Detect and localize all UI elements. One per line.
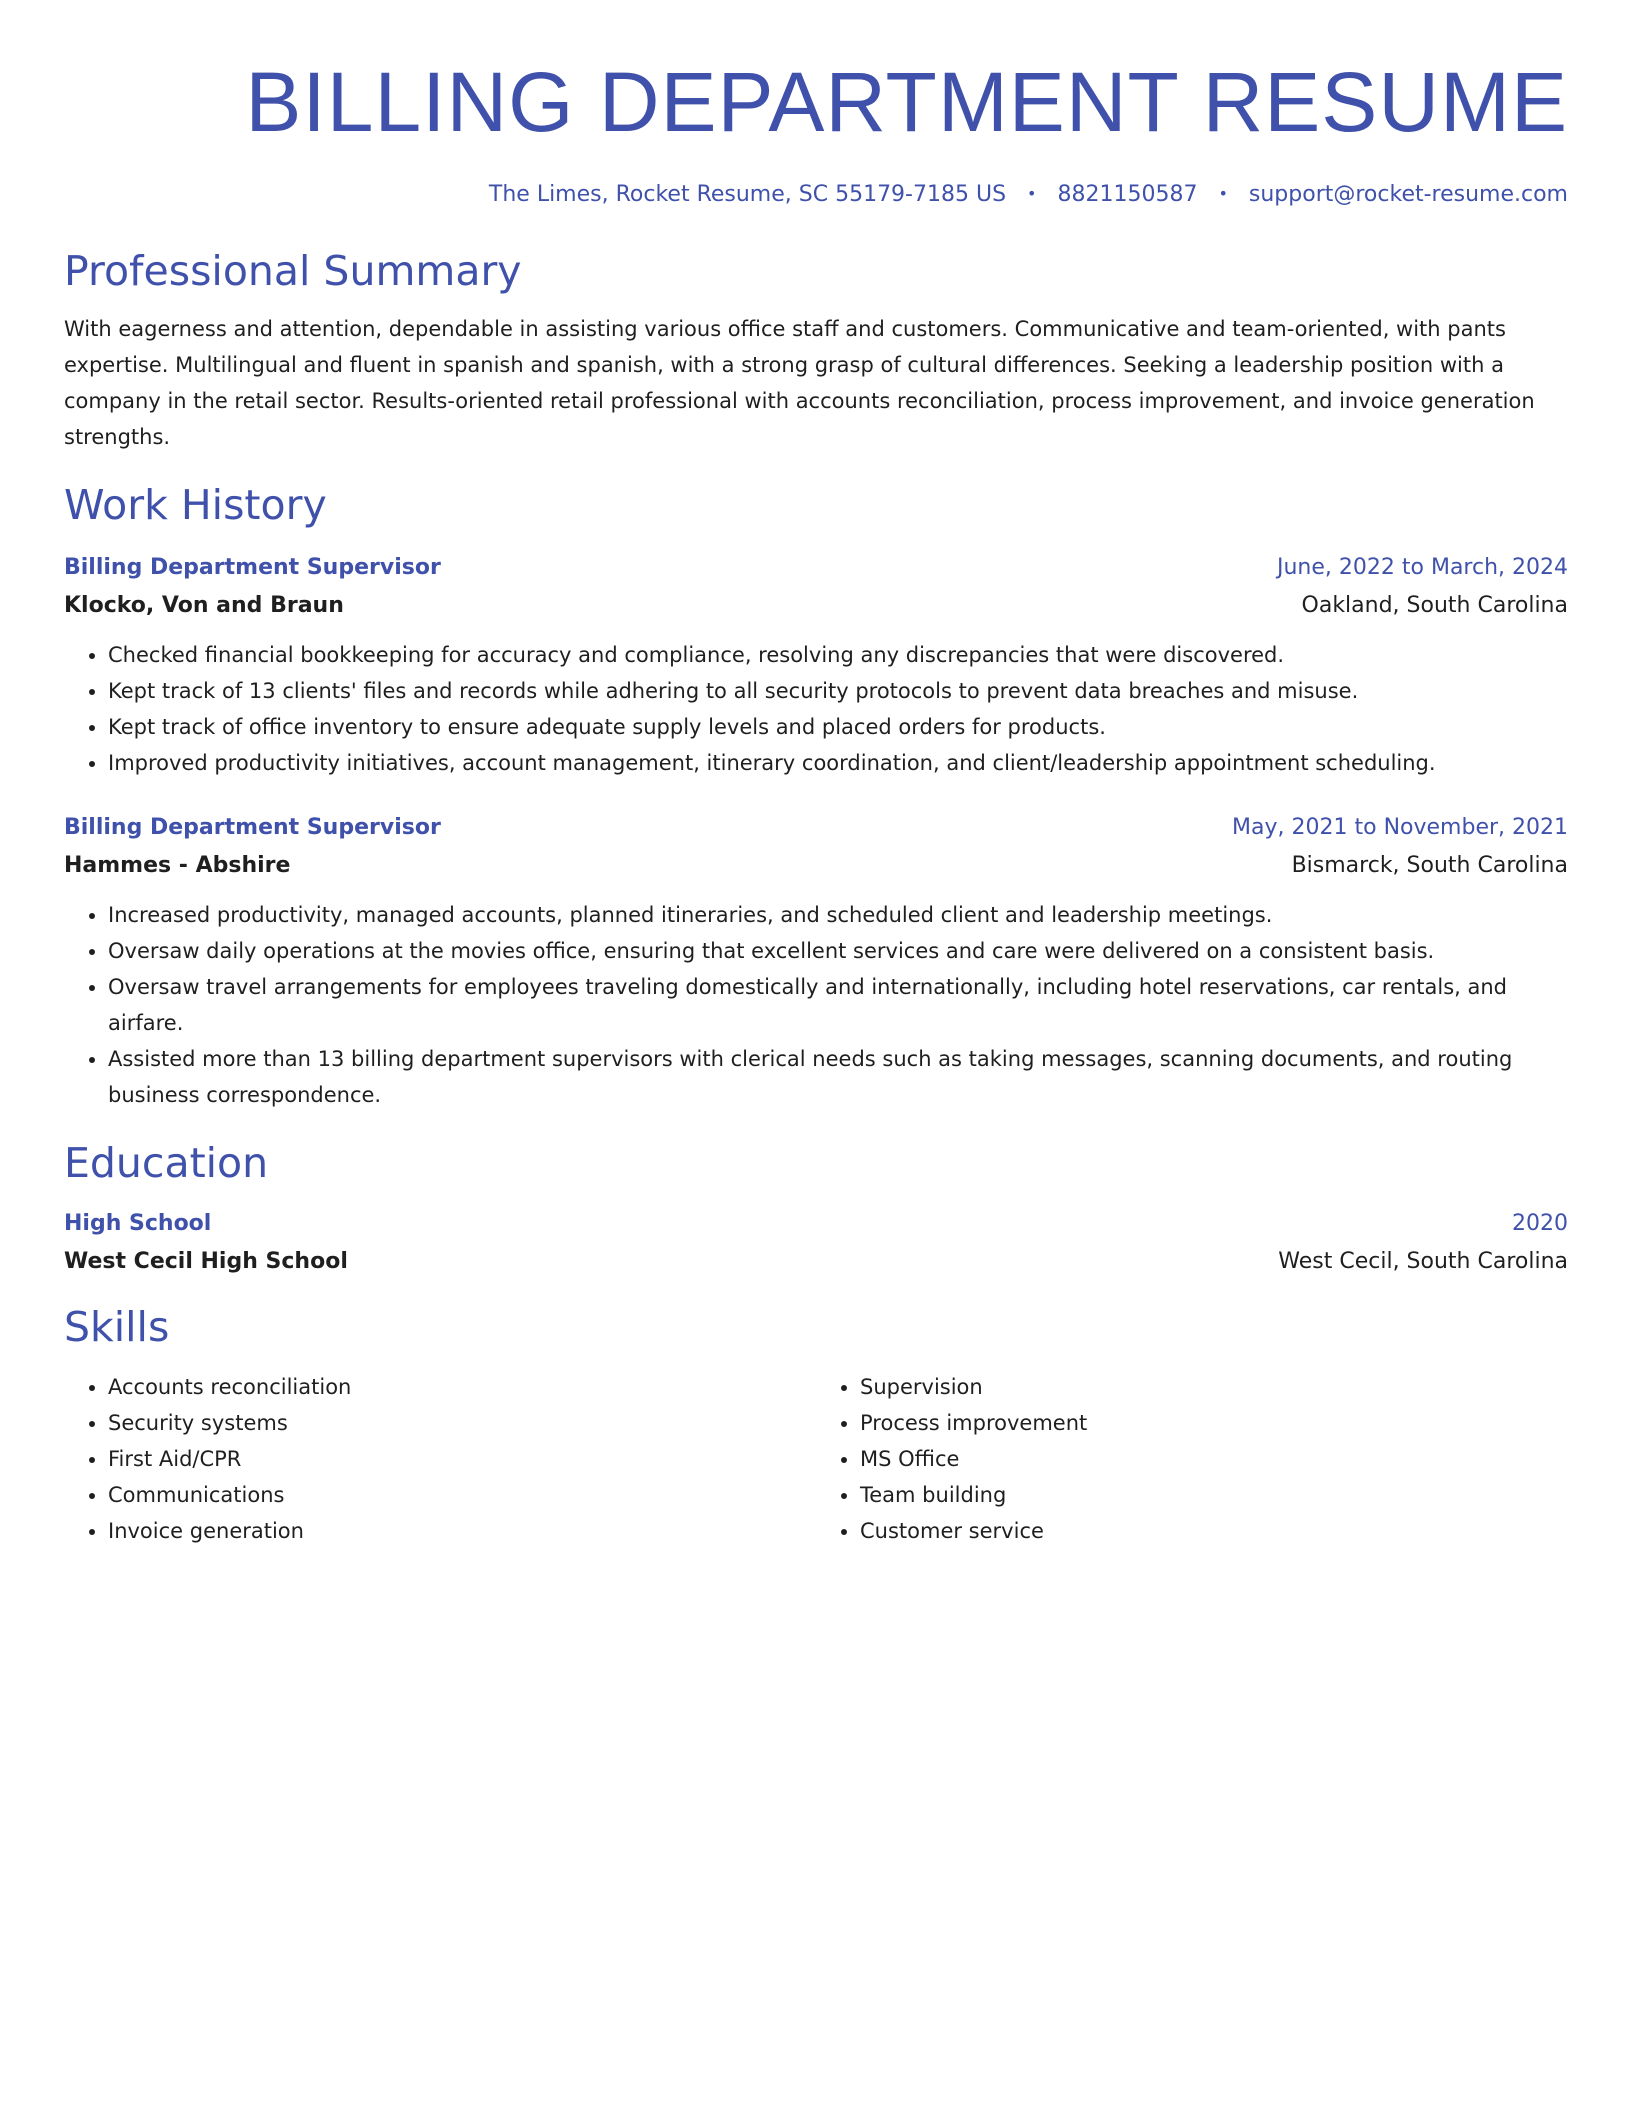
list-item: • Customer service bbox=[860, 1513, 1568, 1549]
job-entry bbox=[64, 549, 1568, 781]
summary-text: With eagerness and attention, dependable in assisting various office staff and customers. Communicative and team-oriented, with pants expertise. Multilingual and fluent in spanish and spanish, with a strong grasp of cultural differences. Seeking a leadership position with a company in the retail sector. Results-oriented retail professional with accounts reconciliation, process improvement, and invoice generation strengths. bbox=[64, 317, 1535, 449]
job-company-row bbox=[64, 847, 1568, 885]
education-heading: Education bbox=[64, 1139, 269, 1187]
list-item: • Communications bbox=[108, 1477, 816, 1513]
list-item: • Checked financial bookkeeping for accuracy and compliance, resolving any discrepancies that were discovered. bbox=[108, 637, 1568, 673]
contact-phone: 8821150587 bbox=[1057, 182, 1198, 207]
job-bullets bbox=[64, 637, 1568, 781]
job-company: Klocko, Von and Braun bbox=[64, 593, 344, 618]
job-bullets bbox=[64, 897, 1568, 1113]
list-item: • Supervision bbox=[860, 1369, 1568, 1405]
job-dates: May, 2021 to November, 2021 bbox=[1232, 815, 1568, 840]
resume-header bbox=[64, 52, 1568, 211]
resume-title: BILLING DEPARTMENT RESUME bbox=[245, 55, 1568, 149]
education-school-row bbox=[64, 1243, 1568, 1281]
job-location: Bismarck, South Carolina bbox=[1291, 853, 1568, 878]
skills-columns bbox=[64, 1355, 1568, 1549]
list-item: • Kept track of 13 clients' files and records while adhering to all security protocols to prevent data breaches and misuse. bbox=[108, 673, 1568, 709]
skills-list-right bbox=[816, 1369, 1568, 1549]
education-location: West Cecil, South Carolina bbox=[1278, 1249, 1568, 1274]
contact-separator: • bbox=[1027, 184, 1037, 203]
job-title-row bbox=[64, 549, 1568, 587]
skills-list-left bbox=[64, 1369, 816, 1549]
job-title: Billing Department Supervisor bbox=[64, 815, 441, 840]
education-school: West Cecil High School bbox=[64, 1249, 348, 1274]
education-degree: High School bbox=[64, 1211, 212, 1236]
list-item: • Kept track of office inventory to ensure adequate supply levels and placed orders for products. bbox=[108, 709, 1568, 745]
work-history-heading: Work History bbox=[64, 481, 327, 529]
job-title: Billing Department Supervisor bbox=[64, 555, 441, 580]
list-item: • Assisted more than 13 billing department supervisors with clerical needs such as taking messages, scanning documents, and routing business correspondence. bbox=[108, 1041, 1568, 1113]
list-item: • MS Office bbox=[860, 1441, 1568, 1477]
list-item: • Accounts reconciliation bbox=[108, 1369, 816, 1405]
list-item: • Increased productivity, managed accounts, planned itineraries, and scheduled client and leadership meetings. bbox=[108, 897, 1568, 933]
list-item: • Oversaw travel arrangements for employees traveling domestically and internationally, including hotel reservations, car rentals, and airfare. bbox=[108, 969, 1568, 1041]
contact-email: support@rocket-resume.com bbox=[1248, 182, 1568, 207]
job-location: Oakland, South Carolina bbox=[1301, 593, 1568, 618]
summary-section bbox=[64, 243, 1568, 455]
contact-address: The Limes, Rocket Resume, SC 55179-7185 US bbox=[488, 182, 1007, 207]
summary-heading: Professional Summary bbox=[64, 247, 522, 295]
job-entry bbox=[64, 809, 1568, 1113]
education-section bbox=[64, 1135, 1568, 1281]
list-item: • Security systems bbox=[108, 1405, 816, 1441]
education-year: 2020 bbox=[1512, 1211, 1568, 1236]
skills-section bbox=[64, 1299, 1568, 1549]
education-degree-row bbox=[64, 1205, 1568, 1243]
list-item: • First Aid/CPR bbox=[108, 1441, 816, 1477]
job-dates: June, 2022 to March, 2024 bbox=[1277, 555, 1568, 580]
list-item: • Invoice generation bbox=[108, 1513, 816, 1549]
job-company-row bbox=[64, 587, 1568, 625]
list-item: • Team building bbox=[860, 1477, 1568, 1513]
job-title-row bbox=[64, 809, 1568, 847]
list-item: • Improved productivity initiatives, account management, itinerary coordination, and client/leadership appointment scheduling. bbox=[108, 745, 1568, 781]
list-item: • Oversaw daily operations at the movies office, ensuring that excellent services and care were delivered on a consistent basis. bbox=[108, 933, 1568, 969]
contact-separator: • bbox=[1218, 184, 1228, 203]
job-company: Hammes - Abshire bbox=[64, 853, 291, 878]
work-history-section bbox=[64, 477, 1568, 1113]
list-item: • Process improvement bbox=[860, 1405, 1568, 1441]
skills-heading: Skills bbox=[64, 1303, 170, 1351]
contact-line bbox=[64, 178, 1568, 211]
